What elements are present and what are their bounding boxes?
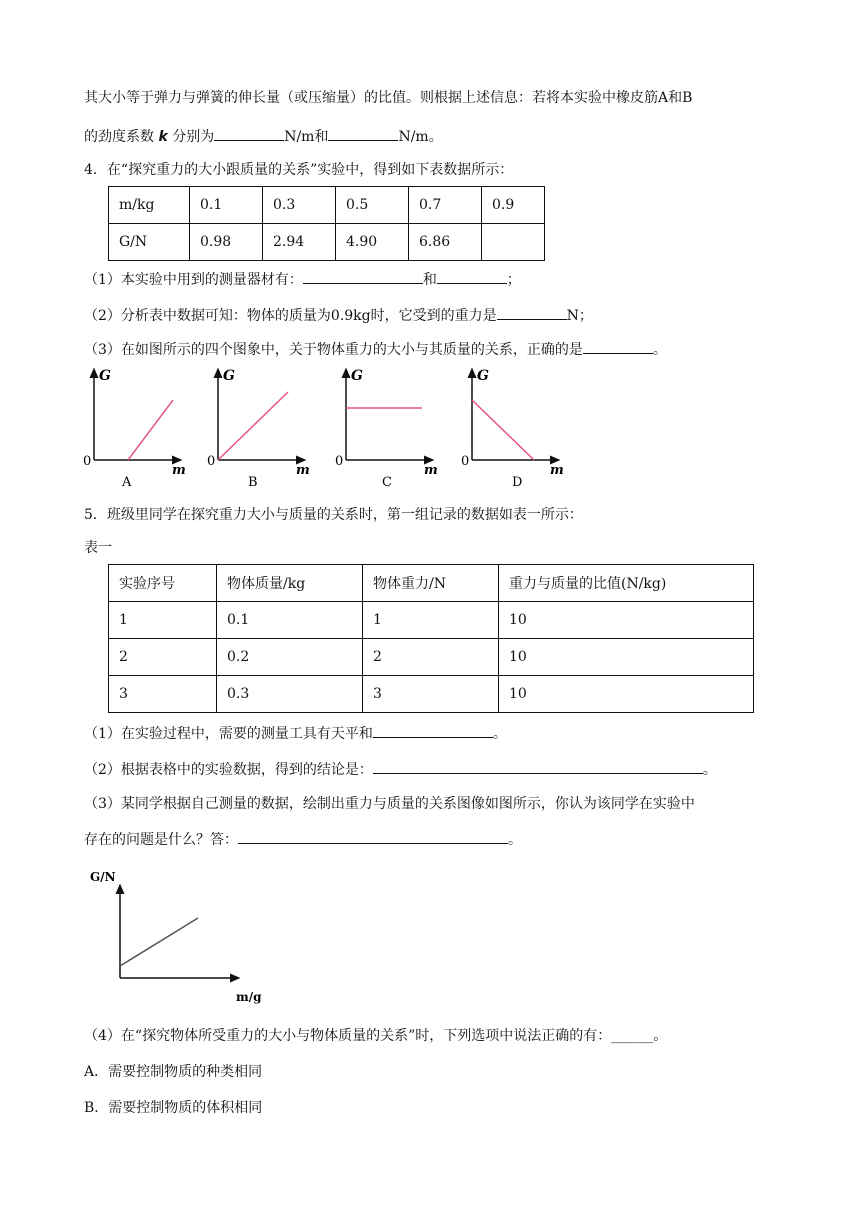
answer-blank-problem[interactable]: [238, 828, 508, 844]
q4-sub2-text: （2）分析表中数据可知：物体的质量为0.9kg时，它受到的重力是: [84, 308, 497, 324]
table-row: [109, 187, 545, 224]
table-header-row: [109, 565, 754, 602]
x-label: m: [296, 463, 310, 478]
table-cell: 0.7: [409, 187, 482, 224]
q5-sub4-text: （4）在“探究物体所受重力的大小与物体质量的关系”时，下列选项中说法正确的有：: [84, 1028, 612, 1044]
q4-sub1-end: ；: [506, 272, 521, 288]
x-label: m: [424, 463, 438, 478]
answer-blank-instrument-2[interactable]: [437, 268, 507, 284]
x-label: m: [550, 463, 564, 478]
q5-sub3-line1: （3）某同学根据自己测量的数据，绘制出重力与质量的关系图像如图所示，你认为该同学在实验中: [84, 796, 695, 812]
q4-sub2: [84, 304, 593, 326]
q4-sub1-text: （1）本实验中用到的测量器材有：: [84, 272, 303, 288]
option-a[interactable]: A．需要控制物质的种类相同: [84, 1064, 263, 1080]
answer-blank-conclusion[interactable]: [373, 758, 703, 774]
q5-sub2: [84, 758, 717, 780]
q4-sub1: [84, 268, 521, 290]
q5-sub3-line2: [84, 828, 522, 850]
table-cell: 3: [363, 676, 499, 713]
q3-text-line2: [84, 125, 443, 147]
table-cell: 1: [363, 602, 499, 639]
answer-blank-weight[interactable]: [497, 304, 567, 320]
table-cell: 2: [109, 639, 217, 676]
table-row: [109, 602, 754, 639]
y-label: G: [351, 368, 363, 384]
table-cell: 2.94: [263, 224, 336, 261]
unit-1: N/m和: [284, 129, 329, 145]
q4-sub3: [84, 338, 667, 360]
table-cell: 0.3: [217, 676, 363, 713]
table-cell: 10: [499, 602, 754, 639]
graph-d[interactable]: [461, 368, 564, 490]
q5-sub2-end: 。: [702, 762, 717, 778]
q4-stem: 4．在“探究重力的大小跟质量的关系”实验中，得到如下表数据所示：: [84, 162, 514, 178]
q5-stem: 5．班级里同学在探究重力大小与质量的关系时，第一组记录的数据如表一所示：: [84, 507, 583, 523]
q3-text-a: 的劲度系数: [84, 129, 154, 145]
q5-sub1: [84, 722, 507, 744]
graph-a-line: [128, 400, 173, 460]
graph-a[interactable]: [83, 368, 186, 490]
table-cell: 0.1: [217, 602, 363, 639]
x-label: m: [172, 463, 186, 478]
origin-label: 0: [83, 454, 92, 469]
graph-b-line: [218, 392, 288, 460]
q5-graph: [86, 864, 266, 1004]
data-line: [120, 918, 198, 966]
table-cell: 10: [499, 639, 754, 676]
answer-blank-graph-choice[interactable]: [583, 338, 653, 354]
graph-b-caption: B: [248, 475, 258, 490]
q3-text-line1: 其大小等于弹力与弹簧的伸长量（或压缩量）的比值。则根据上述信息：若将本实验中橡皮筋A和B: [84, 90, 693, 106]
table-cell: 4.90: [336, 224, 409, 261]
k-symbol: k: [158, 129, 168, 145]
table-row: [109, 676, 754, 713]
table-cell: 0.9: [482, 187, 545, 224]
graph-a-caption: A: [122, 475, 132, 490]
answer-blank-tool[interactable]: [373, 722, 493, 738]
table-cell: 1: [109, 602, 217, 639]
graph-c[interactable]: [335, 368, 438, 490]
origin-label: 0: [207, 454, 216, 469]
q5-sub1-end: 。: [492, 726, 507, 742]
x-label: m/g: [236, 990, 262, 1004]
table-cell: 0.1: [190, 187, 263, 224]
y-label: G/N: [90, 870, 116, 884]
table-header: 重力与质量的比值(N/kg): [499, 565, 754, 602]
table-cell: G/N: [109, 224, 190, 261]
q5-sub4: [84, 1026, 667, 1046]
q5-sub3-text: 存在的问题是什么？答：: [84, 832, 238, 848]
graph-d-line: [472, 400, 534, 460]
table-cell: 0.2: [217, 639, 363, 676]
table-cell: 0.5: [336, 187, 409, 224]
q4-sub3-text: （3）在如图所示的四个图象中，关于物体重力的大小与其质量的关系，正确的是: [84, 342, 583, 358]
graph-c-caption: C: [382, 475, 392, 490]
q5-sub1-text: （1）在实验过程中，需要的测量工具有天平和: [84, 726, 373, 742]
y-label: G: [99, 368, 111, 384]
y-label: G: [223, 368, 235, 384]
table-header: 实验序号: [109, 565, 217, 602]
answer-blank-options[interactable]: ______。: [611, 1028, 668, 1044]
table-cell: m/kg: [109, 187, 190, 224]
graph-b[interactable]: [207, 368, 310, 490]
q4-sub2-unit: N；: [566, 308, 593, 324]
option-b[interactable]: B．需要控制物质的体积相同: [84, 1100, 263, 1116]
answer-blank-instrument-1[interactable]: [303, 268, 423, 284]
table-title: 表一: [84, 540, 112, 556]
table-cell: 2: [363, 639, 499, 676]
y-label: G: [477, 368, 489, 384]
graph-d-caption: D: [512, 475, 523, 490]
table-cell-empty[interactable]: [482, 224, 545, 261]
answer-blank-kb[interactable]: [328, 125, 398, 141]
table-cell: 0.3: [263, 187, 336, 224]
q4-sub3-end: 。: [652, 342, 667, 358]
q4-sub1-and: 和: [422, 272, 437, 288]
q5-data-table: [108, 564, 754, 713]
q3-text-b: 分别为: [172, 129, 215, 145]
table-cell: 0.98: [190, 224, 263, 261]
q4-graphs: [80, 366, 580, 490]
table-cell: 6.86: [409, 224, 482, 261]
table-row: [109, 224, 545, 261]
table-header: 物体质量/kg: [217, 565, 363, 602]
q5-sub3-end: 。: [508, 832, 522, 848]
answer-blank-ka[interactable]: [214, 125, 284, 141]
unit-2: N/m。: [398, 129, 443, 145]
table-cell: 3: [109, 676, 217, 713]
table-cell: 10: [499, 676, 754, 713]
table-header: 物体重力/N: [363, 565, 499, 602]
table-row: [109, 639, 754, 676]
q5-sub2-text: （2）根据表格中的实验数据，得到的结论是：: [84, 762, 373, 778]
origin-label: 0: [335, 454, 344, 469]
q4-data-table: [108, 186, 545, 261]
origin-label: 0: [461, 454, 470, 469]
